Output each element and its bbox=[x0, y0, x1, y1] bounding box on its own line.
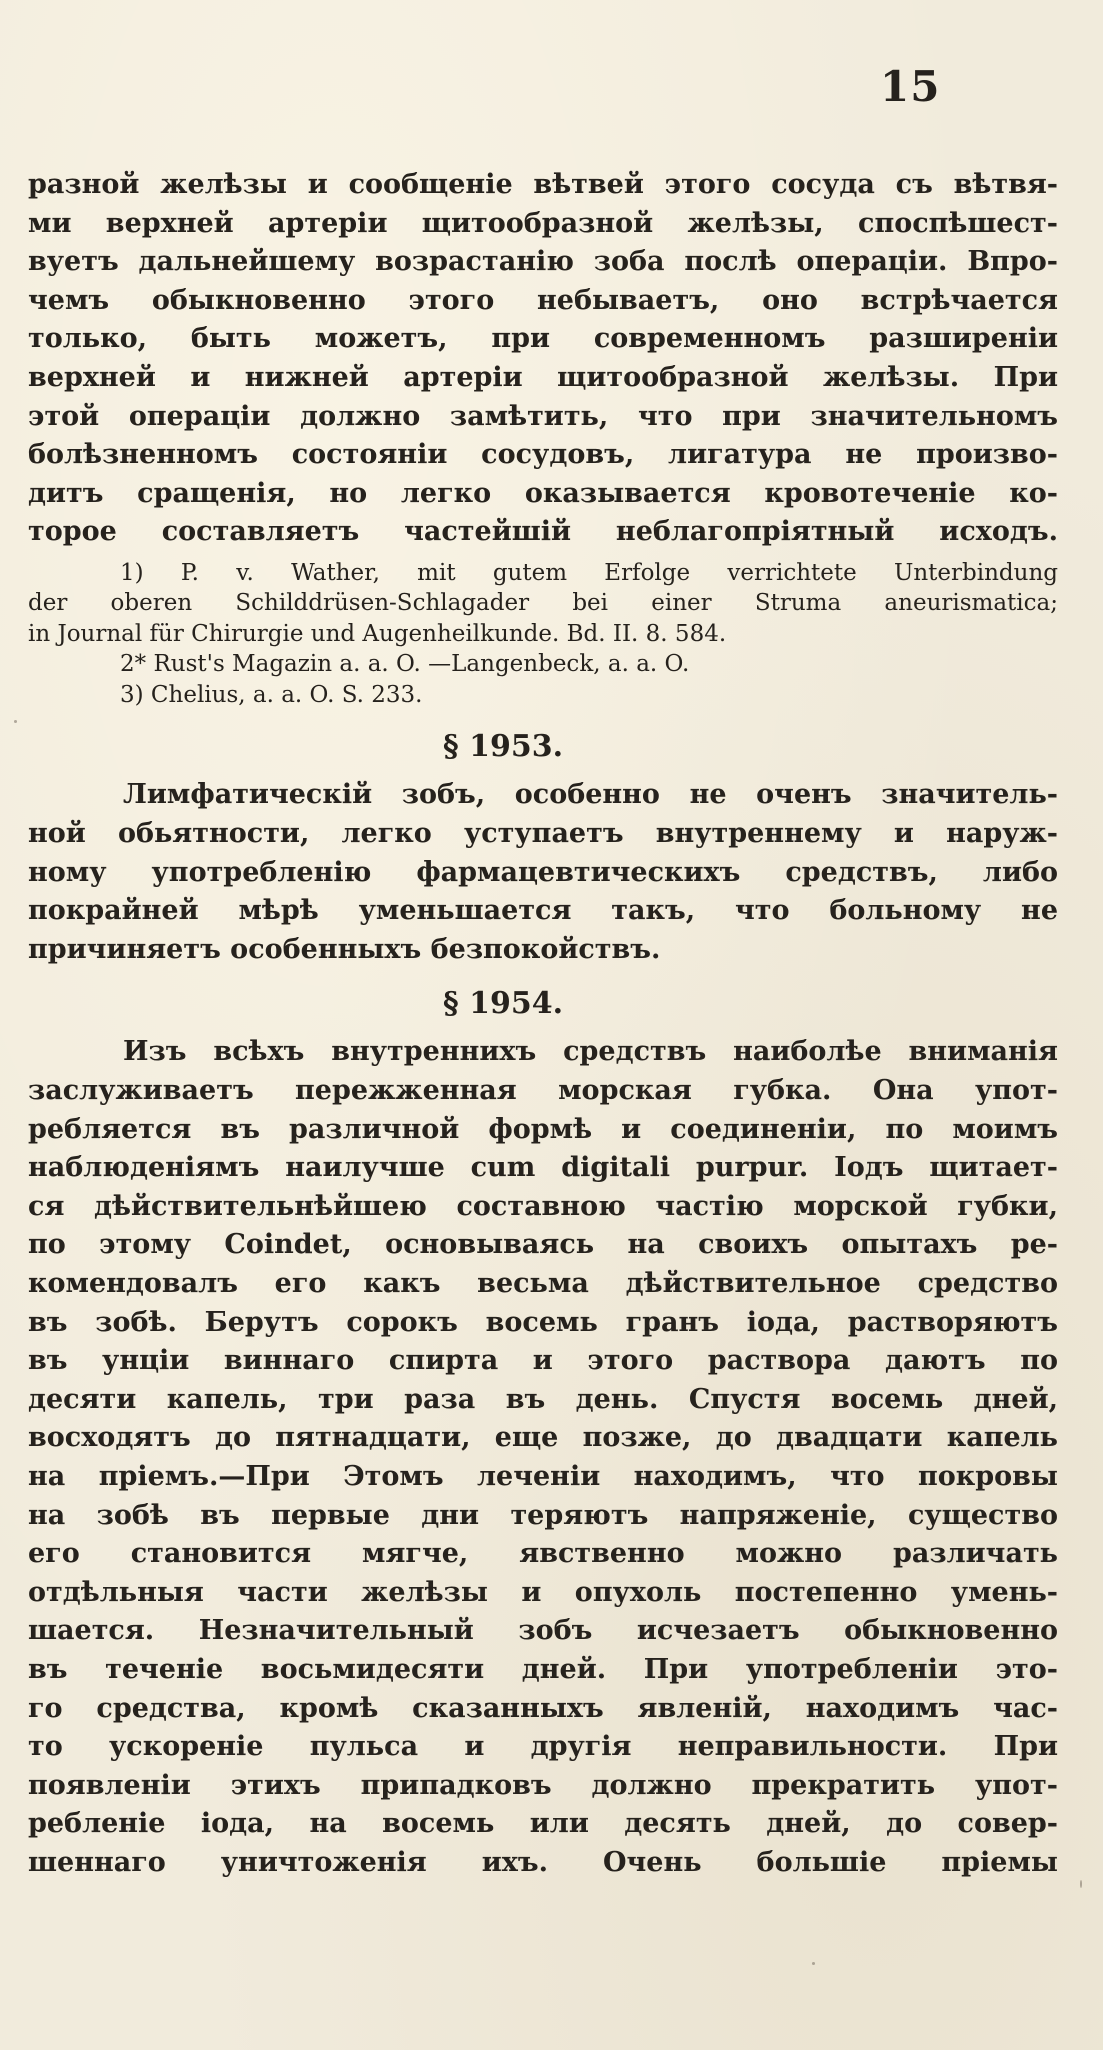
text-line: разной желѣзы и сообщенiе вѣтвей этого сосуда съ вѣтвя- bbox=[28, 169, 1058, 200]
text-line: восходятъ до пятнадцати, еще позже, до двадцати капель bbox=[28, 1422, 1058, 1454]
paper-speck bbox=[14, 720, 17, 723]
text-line: заслуживаетъ пережженная морская губка. Она упот- bbox=[28, 1075, 1058, 1106]
text-line: ребляется въ различной формѣ и соединенiи, по моимъ bbox=[28, 1113, 1058, 1145]
page-body bbox=[28, 166, 1058, 1882]
text-line: десяти капель, три раза въ день. Спустя восемь дней, bbox=[28, 1383, 1058, 1415]
section-heading-1953: § 1953. bbox=[442, 729, 564, 765]
paper-speck bbox=[1080, 1880, 1082, 1888]
text-line: въ зобѣ. Берутъ сорокъ восемь гранъ iода, растворяютъ bbox=[28, 1306, 1058, 1338]
text-line: только, быть можетъ, при современномъ разширенiи bbox=[28, 323, 1058, 355]
footnote: der oberen Schilddrüsen-Schlagader bei einer Struma aneurismatica; bbox=[28, 590, 1058, 617]
text-line: причиняетъ особенныхъ безпокойствъ. bbox=[28, 933, 661, 965]
text-line: вуетъ дальнейшему возрастанiю зоба послѣ операцiи. Впро- bbox=[28, 246, 1058, 278]
text-line: его становится мягче, явственно можно различать bbox=[28, 1538, 1058, 1570]
text-line: покрайней мѣрѣ уменьшается такъ, что больному не bbox=[28, 895, 1058, 927]
text-line: болѣзненномъ состоянiи сосудовъ, лигатура не произво- bbox=[28, 439, 1058, 471]
text-line: ся дѣйствительнѣйшею составною частiю морской губки, bbox=[28, 1190, 1058, 1222]
text-line: верхней и нижней артерiи щитообразной желѣзы. При bbox=[28, 361, 1058, 393]
text-line: комендовалъ его какъ весьма дѣйствительное средство bbox=[28, 1267, 1058, 1299]
text-line: шается. Незначительный зобъ исчезаетъ обыкновенно bbox=[28, 1615, 1058, 1647]
text-line: ной обьятности, легко уступаетъ внутреннему и наруж- bbox=[28, 818, 1058, 850]
text-line: дитъ сращенiя, но легко оказывается кровотеченiе ко- bbox=[28, 477, 1058, 509]
text-line: этой операцiи должно замѣтить, что при значительномъ bbox=[28, 400, 1058, 432]
text-line: ми верхней артерiи щитообразной желѣзы, споспѣшест- bbox=[28, 207, 1058, 239]
paragraph-continuation bbox=[28, 166, 1058, 552]
text-line: наблюденiямъ наилучше cum digitali purpur. Iодъ щитает- bbox=[28, 1152, 1058, 1184]
text-line: появленiи этихъ припадковъ должно прекратить упот- bbox=[28, 1769, 1058, 1801]
text-line: шеннаго уничтоженiя ихъ. Очень большiе прiемы bbox=[28, 1846, 1058, 1878]
text-line: то ускоренiе пульса и другiя неправильности. При bbox=[28, 1731, 1058, 1763]
text-line: чемъ обыкновенно этого небываетъ, оно встрѣчается bbox=[28, 284, 1058, 316]
paper-speck bbox=[812, 1962, 815, 1965]
text-line: го средства, кромѣ сказанныхъ явленiй, находимъ час- bbox=[28, 1692, 1058, 1724]
footnotes bbox=[28, 558, 1058, 711]
section-1954-paragraph bbox=[28, 1033, 1058, 1882]
text-line: по этому Coindet, основываясь на своихъ опытахъ ре- bbox=[28, 1229, 1058, 1261]
page-number: 15 bbox=[880, 62, 941, 111]
text-line: на прiемъ.—При Этомъ леченiи находимъ, что покровы bbox=[28, 1460, 1058, 1492]
text-line: отдѣльныя части желѣзы и опухоль постепенно умень- bbox=[28, 1576, 1058, 1608]
text-line: Изъ всѣхъ внутреннихъ средствъ наиболѣе вниманiя bbox=[123, 1036, 1058, 1068]
text-line: ребленiе iода, на восемь или десять дней, до совер- bbox=[28, 1808, 1058, 1840]
footnote: 2* Rust's Magazin a. a. O. —Langenbeck, a. a. O. bbox=[120, 651, 690, 678]
text-line: ному употребленiю фармацевтическихъ средствъ, либо bbox=[28, 856, 1058, 888]
text-line: на зобѣ въ первые дни теряютъ напряженiе, существо bbox=[28, 1499, 1058, 1531]
text-line: Лимфатическiй зобъ, особенно не оченъ значитель- bbox=[123, 779, 1058, 811]
text-line: въ теченiе восьмидесяти дней. При употребленiи это- bbox=[28, 1653, 1058, 1685]
footnote: in Journal für Chirurgie und Augenheilkunde. Bd. II. 8. 584. bbox=[28, 620, 727, 647]
text-line: торое составляетъ частейшiй неблагопрiятный исходъ. bbox=[28, 516, 1058, 548]
footnote: 1) P. v. Wather, mit gutem Erfolge verrichtete Unterbindung bbox=[120, 559, 1058, 586]
text-line: въ унцiи виннаго спирта и этого раствора даютъ по bbox=[28, 1345, 1058, 1377]
section-1953-paragraph bbox=[28, 776, 1058, 969]
section-heading-1954: § 1954. bbox=[442, 986, 564, 1022]
footnote: 3) Chelius, a. a. O. S. 233. bbox=[120, 681, 423, 708]
